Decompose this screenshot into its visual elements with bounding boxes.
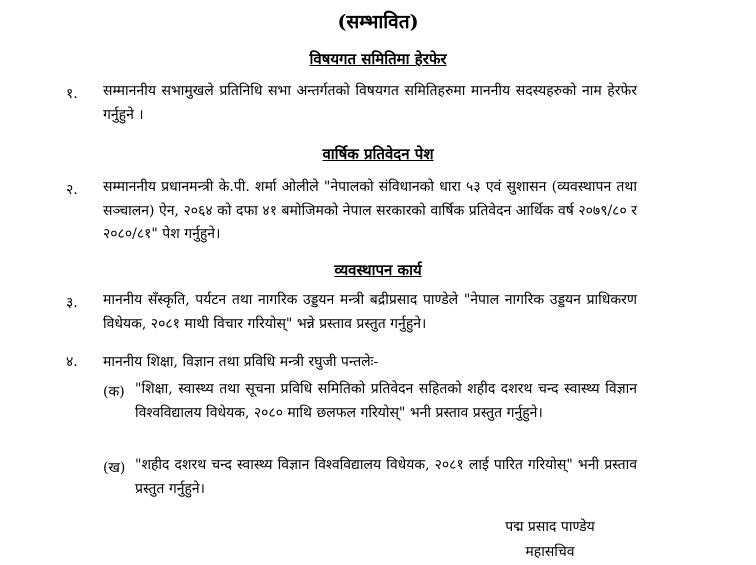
item-text-3: माननीय सँस्कृति, पर्यटन तथा नागरिक उड्डयन मन्त्री बद्रीप्रसाद पाण्डेले "नेपाल नागरिक उड्डयन प्राधिकरण विधेयक, २०८१ माथी विचार गरियोस्" भन्ने प्रस्ताव प्रस्तुत गर्नुहुने। [103, 292, 637, 332]
item-text-4: माननीय शिक्षा, विज्ञान तथा प्रविधि मन्त्री रघुजी पन्तलेः- [103, 354, 379, 370]
section-heading-committee-change: विषयगत समितिमा हेरफेर [309, 50, 447, 68]
subitem-text-ka: "शिक्षा, स्वास्थ्य तथा सूचना प्रविधि समितिको प्रतिवेदन सहितको शहीद दशरथ चन्द स्वास्थ्य विज्ञान विश्वविद्यालय विधेयक, २०८० माथि छलफल गरियोस्" भनी प्रस्ताव प्रस्तुत गर्नुहुने। [135, 381, 637, 421]
item-number-3: ३. [66, 295, 78, 311]
section-heading-annual-report: वार्षिक प्रतिवेदन पेश [322, 145, 434, 163]
subitem-label-ka: (क) [103, 384, 125, 400]
subitem-label-kha: (ख) [103, 460, 126, 476]
item-text-1: सम्माननीय सभामुखले प्रतिनिधि सभा अन्तर्गतको विषयगत समितिहरुमा माननीय सदस्यहरुको नाम हेरफेर गर्नुहुने । [103, 83, 637, 123]
document-title: (सम्भावित) [337, 11, 419, 33]
signatory-name: पद्म प्रसाद पाण्डेय [505, 519, 595, 535]
signatory-designation: महासचिव [525, 544, 575, 560]
item-number-1: १. [66, 86, 78, 102]
section-heading-legislative-business: व्यवस्थापन कार्य [334, 261, 422, 279]
item-number-4: ४. [66, 354, 78, 370]
item-number-2: २. [66, 182, 78, 198]
subitem-text-kha: "शहीद दशरथ चन्द स्वास्थ्य विज्ञान विश्वविद्यालय विधेयक, २०८१ लाई पारित गरियोस्" भनी प्रस्ताव प्रस्तुत गर्नुहुने। [135, 457, 637, 497]
item-text-2: सम्माननीय प्रधानमन्त्री के.पी. शर्मा ओलीले "नेपालको संविधानको धारा ५३ एवं सुशासन (व्यवस्थापन तथा सञ्चालन) ऐन, २०६४ को दफा ४१ बमोजिमको नेपाल सरकारको वार्षिक प्रतिवेदन आर्थिक वर्ष २०७९/८० र २०८०/८१" पेश गर्नुहुने। [103, 179, 637, 242]
